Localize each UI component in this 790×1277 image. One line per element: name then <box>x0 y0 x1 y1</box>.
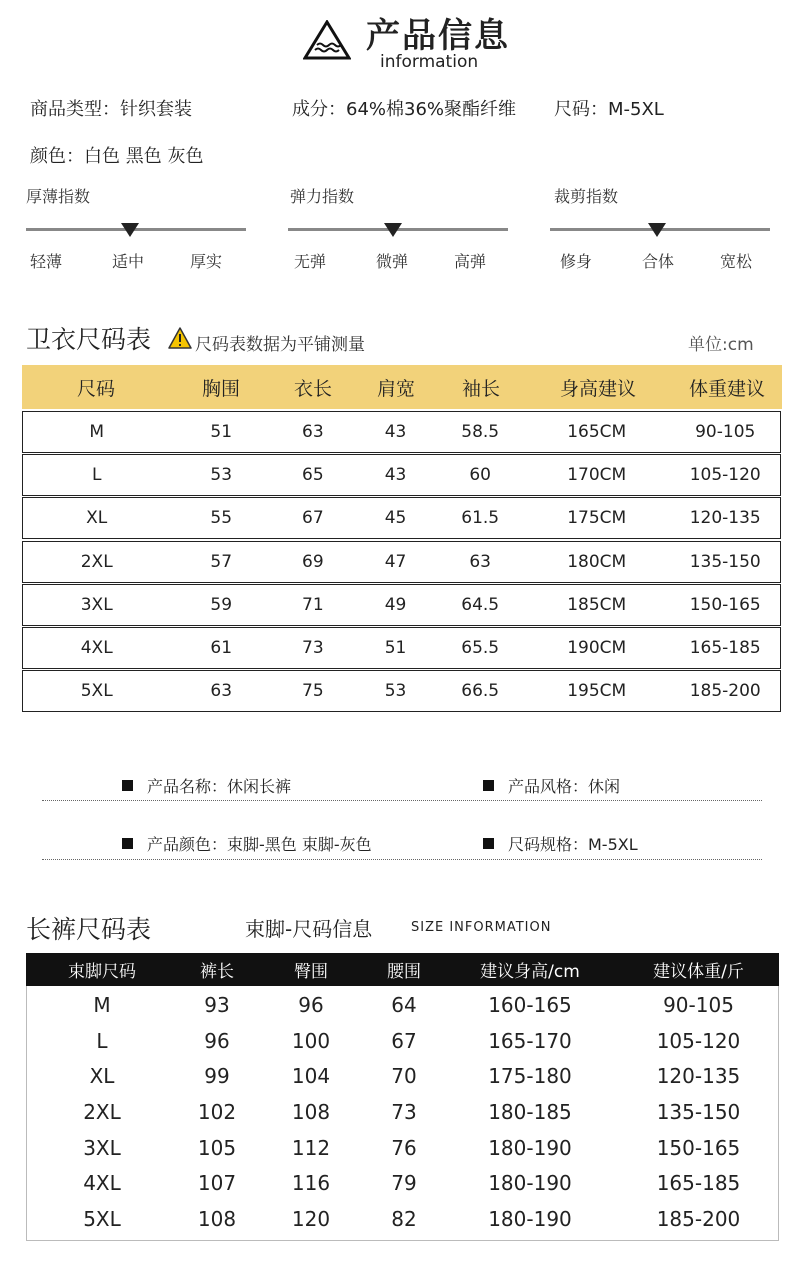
table-cell: 51 <box>384 638 407 658</box>
hoodie-table-header <box>22 365 782 409</box>
pants-size-spec-text: 尺码规格：M-5XL <box>508 835 638 854</box>
table-row <box>22 627 781 669</box>
table-cell: 43 <box>384 422 407 442</box>
table-cell: 100 <box>291 1028 331 1053</box>
table-cell: 53 <box>210 465 233 486</box>
table-cell: XL <box>86 508 108 529</box>
table-cell: 73 <box>302 638 324 658</box>
table-row <box>22 454 781 496</box>
pants-table-header <box>26 953 779 986</box>
pants-size-spec <box>483 832 638 855</box>
table-row <box>26 1201 779 1237</box>
table-cell: 105 <box>197 1135 237 1160</box>
table-cell: 57 <box>210 551 233 572</box>
table-cell: 67 <box>391 1028 417 1053</box>
table-cell: 102 <box>197 1099 237 1124</box>
table-cell: 65 <box>302 465 324 486</box>
table-cell: 3XL <box>80 594 113 615</box>
pants-table-title: 长裤尺码表 <box>26 915 152 944</box>
table-cell: 116 <box>291 1171 331 1196</box>
dotted-divider <box>42 800 762 801</box>
table-cell: 71 <box>302 594 324 615</box>
table-cell: 69 <box>302 551 324 572</box>
table-row <box>26 1166 779 1202</box>
table-cell: L <box>96 1028 108 1053</box>
table-cell: 60 <box>469 465 491 486</box>
table-cell: 79 <box>391 1171 417 1196</box>
table-cell: 53 <box>384 681 407 702</box>
table-cell: 67 <box>302 508 324 529</box>
scale-option: 宽松 <box>720 252 753 271</box>
square-bullet-icon <box>122 838 133 849</box>
mountain-wave-logo-icon <box>303 20 351 60</box>
table-cell: 55 <box>210 508 233 529</box>
table-cell: 66.5 <box>461 681 500 702</box>
table-row <box>26 987 779 1023</box>
pants-color <box>122 832 372 855</box>
table-cell: XL <box>89 1064 115 1089</box>
table-cell: 47 <box>384 551 407 572</box>
unit-label: 单位:cm <box>688 335 754 355</box>
pants-color-text: 产品颜色：束脚-黑色 束脚-灰色 <box>147 835 372 854</box>
table-cell: 175CM <box>567 508 627 529</box>
table-cell: 73 <box>391 1099 417 1124</box>
table-cell: 185CM <box>567 594 627 615</box>
pants-header-cell: 腰围 <box>387 962 421 982</box>
table-cell: 90-105 <box>695 422 756 442</box>
table-cell: 49 <box>384 594 407 615</box>
table-cell: 120-135 <box>689 508 761 529</box>
scale-label: 裁剪指数 <box>554 187 619 206</box>
pants-table-subtitle: 束脚-尺码信息 <box>245 917 373 941</box>
square-bullet-icon <box>483 780 494 791</box>
table-cell: 108 <box>197 1207 237 1232</box>
pants-header-cell: 臀围 <box>294 962 328 982</box>
table-cell: 93 <box>204 992 230 1017</box>
table-row <box>22 541 781 583</box>
table-cell: M <box>93 992 111 1017</box>
table-cell: 2XL <box>83 1099 121 1124</box>
square-bullet-icon <box>122 780 133 791</box>
table-cell: 65.5 <box>461 638 500 658</box>
table-cell: 180CM <box>567 551 627 572</box>
table-cell: 165-185 <box>656 1171 741 1196</box>
pants-style-text: 产品风格：休闲 <box>508 777 621 796</box>
pants-style <box>483 774 620 797</box>
product-colors: 颜色：白色 黑色 灰色 <box>30 146 204 167</box>
table-cell: 58.5 <box>461 422 500 442</box>
table-cell: 135-150 <box>656 1099 741 1124</box>
scale-pointer-icon <box>121 223 139 237</box>
pants-name <box>122 774 291 797</box>
table-cell: 4XL <box>80 638 113 658</box>
table-row <box>22 670 781 712</box>
table-cell: 180-190 <box>488 1135 572 1160</box>
hoodie-table-title: 卫衣尺码表 <box>26 325 152 354</box>
table-cell: 107 <box>197 1171 237 1196</box>
scale-pointer-icon <box>648 223 666 237</box>
table-cell: 120-135 <box>656 1064 741 1089</box>
table-cell: 70 <box>391 1064 417 1089</box>
table-cell: 120 <box>291 1207 331 1232</box>
product-type: 商品类型：针织套装 <box>30 99 192 120</box>
table-cell: 165CM <box>567 422 627 442</box>
table-cell: 185-200 <box>689 681 761 702</box>
scale-option: 轻薄 <box>30 252 63 271</box>
pants-header-cell: 裤长 <box>200 962 234 982</box>
table-row <box>22 497 781 539</box>
scale-option: 合体 <box>642 252 675 271</box>
table-row <box>26 1094 779 1130</box>
table-row <box>26 1058 779 1094</box>
table-cell: 165-170 <box>488 1028 572 1053</box>
table-cell: 43 <box>384 465 407 486</box>
table-row <box>26 1023 779 1059</box>
pants-header-cell: 束脚尺码 <box>68 962 136 982</box>
header-title: 产品信息 <box>366 16 510 56</box>
square-bullet-icon <box>483 838 494 849</box>
table-cell: 61 <box>210 638 233 658</box>
table-cell: 160-165 <box>488 992 572 1017</box>
table-cell: 165-185 <box>689 638 761 658</box>
dotted-divider <box>42 859 762 860</box>
table-cell: 61.5 <box>461 508 500 529</box>
measurement-note: 尺码表数据为平铺测量 <box>195 335 365 355</box>
pants-header-cell: 建议身高/cm <box>480 962 580 982</box>
table-cell: 135-150 <box>689 551 761 572</box>
table-cell: 96 <box>204 1028 230 1053</box>
scale-label: 厚薄指数 <box>26 187 91 206</box>
table-cell: 63 <box>302 422 324 442</box>
table-cell: 190CM <box>567 638 627 658</box>
pants-header-cell: 建议体重/斤 <box>653 962 744 982</box>
table-cell: M <box>89 422 105 442</box>
table-cell: 5XL <box>83 1207 121 1232</box>
warning-icon <box>168 327 192 349</box>
table-cell: 195CM <box>567 681 627 702</box>
hoodie-header-cell: 肩宽 <box>376 377 415 400</box>
table-cell: 5XL <box>80 681 113 702</box>
table-cell: 90-105 <box>663 992 734 1017</box>
table-cell: 96 <box>298 992 324 1017</box>
table-cell: 105-120 <box>656 1028 741 1053</box>
table-cell: 45 <box>384 508 407 529</box>
table-cell: 63 <box>469 551 491 572</box>
table-cell: 180-185 <box>488 1099 572 1124</box>
table-cell: 99 <box>204 1064 230 1089</box>
table-row <box>22 411 781 453</box>
hoodie-header-cell: 身高建议 <box>559 377 636 400</box>
hoodie-header-cell: 袖长 <box>461 377 500 400</box>
table-cell: 112 <box>291 1135 331 1160</box>
table-cell: L <box>91 465 102 486</box>
table-cell: 175-180 <box>488 1064 572 1089</box>
table-cell: 64.5 <box>461 594 500 615</box>
table-cell: 63 <box>210 681 233 702</box>
pants-table-subtitle-en: SIZE INFORMATION <box>411 920 552 935</box>
table-cell: 150-165 <box>656 1135 741 1160</box>
product-composition: 成分：64%棉36%聚酯纤维 <box>292 99 517 120</box>
table-cell: 150-165 <box>689 594 761 615</box>
table-cell: 59 <box>210 594 233 615</box>
table-cell: 51 <box>210 422 233 442</box>
header-subtitle: information <box>380 52 479 72</box>
table-row <box>26 1130 779 1166</box>
table-cell: 170CM <box>567 465 627 486</box>
table-cell: 76 <box>391 1135 417 1160</box>
table-cell: 64 <box>391 992 417 1017</box>
hoodie-header-cell: 体重建议 <box>688 377 765 400</box>
product-size-range: 尺码：M-5XL <box>554 99 664 120</box>
hoodie-header-cell: 尺码 <box>76 377 115 400</box>
pants-name-text: 产品名称：休闲长裤 <box>147 777 292 796</box>
hoodie-header-cell: 衣长 <box>293 377 332 400</box>
table-cell: 180-190 <box>488 1207 572 1232</box>
table-cell: 185-200 <box>656 1207 741 1232</box>
scale-option: 高弹 <box>454 252 487 271</box>
scale-option: 适中 <box>112 252 145 271</box>
hoodie-header-cell: 胸围 <box>201 377 240 400</box>
table-cell: 4XL <box>83 1171 121 1196</box>
scale-option: 厚实 <box>190 252 223 271</box>
table-cell: 104 <box>291 1064 331 1089</box>
scale-option: 无弹 <box>294 252 327 271</box>
scale-pointer-icon <box>384 223 402 237</box>
table-cell: 3XL <box>83 1135 121 1160</box>
table-cell: 180-190 <box>488 1171 572 1196</box>
table-cell: 105-120 <box>689 465 761 486</box>
table-row <box>22 584 781 626</box>
scale-option: 修身 <box>560 252 593 271</box>
table-cell: 75 <box>302 681 324 702</box>
scale-option: 微弹 <box>376 252 409 271</box>
table-cell: 108 <box>291 1099 331 1124</box>
table-cell: 82 <box>391 1207 417 1232</box>
scale-label: 弹力指数 <box>290 187 355 206</box>
table-cell: 2XL <box>80 551 113 572</box>
